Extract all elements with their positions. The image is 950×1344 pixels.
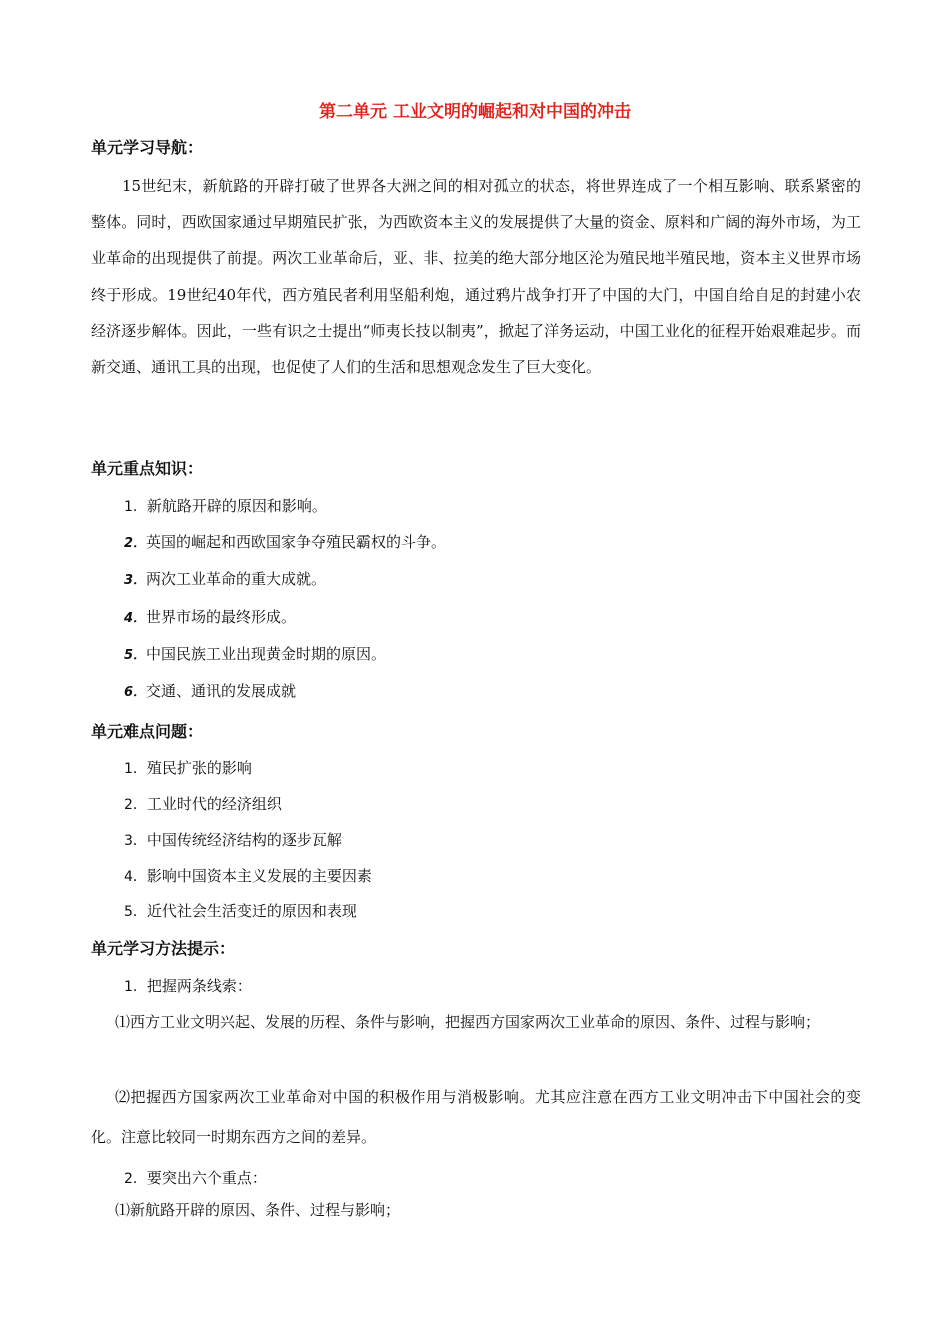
section-heading-methods: 单元学习方法提示： [91, 939, 236, 958]
list-item-text: 世界市场的最终形成。 [146, 608, 297, 626]
list-item-number: 2． [124, 536, 147, 551]
section-heading-guide: 单元学习导航： [91, 138, 204, 157]
list-item [124, 679, 296, 705]
list-item-text: 工业时代的经济组织 [146, 795, 282, 813]
list-item-number: 5． [124, 904, 147, 920]
list-item [124, 792, 282, 817]
list-item-number: 1． [124, 979, 147, 995]
list-item [124, 899, 357, 924]
list-item-text: 中国传统经济结构的逐步瓦解 [146, 831, 342, 849]
list-item [124, 828, 342, 853]
list-item [124, 756, 252, 781]
list-item [124, 974, 252, 999]
method-subpoint-2: ⑵把握西方国家两次工业革命对中国的积极作用与消极影响。尤其应注意在西方工业文明冲击下中国社会的变化。注意比较同一时期东西方之间的差异。 [91, 1088, 861, 1146]
list-item-text: 中国民族工业出现黄金时期的原因。 [146, 645, 387, 663]
list-item-number: 2． [124, 797, 147, 813]
section-heading-key-points: 单元重点知识： [91, 459, 204, 478]
list-item-number: 3． [124, 833, 147, 849]
list-item-number: 4． [124, 611, 147, 626]
list-item [124, 605, 296, 631]
list-item [124, 642, 386, 668]
list-item-text: 殖民扩张的影响 [146, 759, 252, 777]
list-item-text: 交通、通讯的发展成就 [146, 682, 297, 700]
list-item-number: 1． [124, 499, 147, 515]
list-item [124, 494, 327, 519]
list-item-number: 1． [124, 761, 147, 777]
list-item-text: 新航路开辟的原因和影响。 [146, 497, 327, 515]
method-subpoint-1: ⑴西方工业文明兴起、发展的历程、条件与影响，把握西方国家两次工业革命的原因、条件、过程与影响； [115, 1013, 821, 1031]
list-item-text: 把握两条线索： [146, 977, 252, 995]
list-item [124, 1166, 267, 1191]
list-item [124, 864, 372, 889]
guide-paragraph: 15世纪末，新航路的开辟打破了世界各大洲之间的相对孤立的状态，将世界连成了一个相互影响、联系紧密的整体。同时，西欧国家通过早期殖民扩张，为西欧资本主义的发展提供了大量的资金、原料和广阔的海外市场，为工业革命的出现提供了前提。两次工业革命后，亚、非、拉美的绝大部分地区沦为殖民地半殖民地，资本主义世界市场终于形成。19世纪40年代，西方殖民者利用坚船利炮，通过鸦片战争打开了中国的大门，中国自给自足的封建小农经济逐步解体。因此，一些有识之士提出“师夷长技以制夷”，掀起了洋务运动，中国工业化的征程开始艰难起步。而新交通、通讯工具的出现，也促使了人们的生活和思想观念发生了巨大变化。 [91, 177, 861, 377]
list-item-number: 3． [124, 573, 147, 588]
list-item-text: 英国的崛起和西欧国家争夺殖民霸权的斗争。 [146, 533, 447, 551]
list-item-text: 近代社会生活变迁的原因和表现 [146, 902, 357, 920]
list-item-number: 5． [124, 648, 147, 663]
list-item-number: 2． [124, 1171, 147, 1187]
list-item-number: 6． [124, 685, 147, 700]
list-item-text: 两次工业革命的重大成就。 [146, 570, 327, 588]
list-item [124, 530, 446, 556]
list-item [124, 567, 326, 593]
section-heading-difficulties: 单元难点问题： [91, 722, 204, 741]
list-item-number: 4． [124, 869, 147, 885]
list-item-text: 影响中国资本主义发展的主要因素 [146, 867, 372, 885]
list-item-text: 要突出六个重点： [146, 1169, 267, 1187]
method-subpoint-3: ⑴新航路开辟的原因、条件、过程与影响； [115, 1201, 401, 1219]
page-title: 第二单元 工业文明的崛起和对中国的冲击 [319, 102, 631, 122]
